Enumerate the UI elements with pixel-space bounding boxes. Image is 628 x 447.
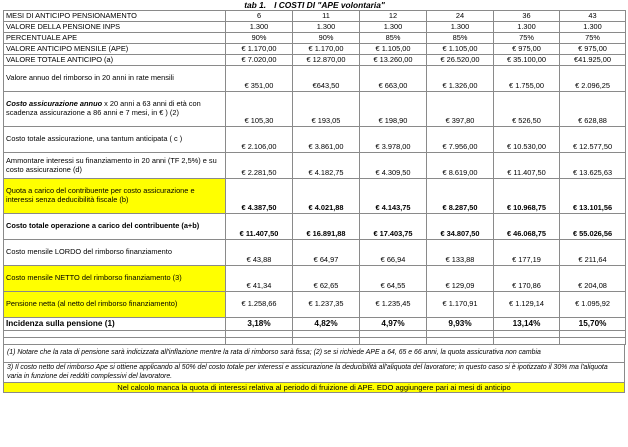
cell-value: 3,18% [226,318,293,331]
cell-value: € 8.287,50 [427,179,494,214]
table-row-total [4,318,626,331]
cell-value: € 7.956,00 [427,127,494,153]
table-title [4,0,626,11]
cell-value: € 198,90 [360,92,427,127]
table-number: tab 1. [244,0,267,10]
month-12: 12 [360,11,427,22]
cell-value: 85% [360,33,427,44]
cell-value: € 397,80 [427,92,494,127]
table-title-text: I COSTI DI "APE volontaria" [274,0,385,10]
cell-value: € 8.619,00 [427,153,494,179]
row-label: Incidenza sulla pensione (1) [4,318,226,331]
cell-value: € 1.105,00 [427,44,494,55]
cell-value: € 13.625,63 [560,153,626,179]
cell-value: € 1.105,00 [360,44,427,55]
blank-cell [360,331,427,338]
table-row [4,66,626,92]
table-row-highlighted [4,266,626,292]
cell-value: € 13.101,56 [560,179,626,214]
notes-section [3,345,625,382]
blank-cell [494,338,560,345]
row-label-rest: x 20 anni a 63 anni di età con scadenza assicurazione a 86 anni e 7 mesi, in € ) (2) [6,99,201,117]
cell-value: € 1.170,91 [427,292,494,318]
cell-value: € 1.326,00 [427,66,494,92]
cell-value: €643,50 [293,66,360,92]
row-label-bold: Costo assicurazione annuo [6,99,103,109]
table-row-highlighted [4,292,626,318]
cell-value: 4,97% [360,318,427,331]
month-24: 24 [427,11,494,22]
cell-value: 13,14% [494,318,560,331]
cell-value: € 66,94 [360,240,427,266]
cell-value: € 16.891,88 [293,214,360,240]
blank-row [4,338,626,345]
cell-value: € 663,00 [360,66,427,92]
cell-value: € 7.020,00 [226,55,293,66]
header-label: MESI DI ANTICIPO PENSIONAMENTO [4,11,226,22]
cell-value: € 975,00 [494,44,560,55]
row-label: Costo mensile LORDO del rimborso finanziamento [4,240,226,266]
month-43: 43 [560,11,626,22]
row-label [4,92,226,127]
cell-value: € 62,65 [293,266,360,292]
cell-value: € 4.387,50 [226,179,293,214]
cell-value: 85% [427,33,494,44]
row-label: Costo totale assicurazione, una tantum anticipata ( c ) [4,127,226,153]
blank-cell [4,338,226,345]
cell-value: € 11.407,50 [494,153,560,179]
blank-cell [560,338,626,345]
row-label: VALORE DELLA PENSIONE INPS [4,22,226,33]
ape-cost-table [3,0,626,345]
row-label: Valore annuo del rimborso in 20 anni in rate mensili [4,66,226,92]
table-row [4,127,626,153]
table-row [4,92,626,127]
blank-cell [293,331,360,338]
cell-value: € 526,50 [494,92,560,127]
cell-value: € 10.530,00 [494,127,560,153]
cell-value: € 4.182,75 [293,153,360,179]
table-row [4,55,626,66]
cell-value: € 2.281,50 [226,153,293,179]
cell-value: € 12.870,00 [293,55,360,66]
month-6: 6 [226,11,293,22]
cell-value: 90% [293,33,360,44]
cell-value: € 3.861,00 [293,127,360,153]
cell-value: € 1.755,00 [494,66,560,92]
cell-value: € 64,97 [293,240,360,266]
cell-value: € 3.978,00 [360,127,427,153]
row-label: Ammontare interessi su finanziamento in 20 anni (TF 2,5%) e su costo assicurazione (d) [4,153,226,179]
table-row [4,153,626,179]
cell-value: 90% [226,33,293,44]
month-11: 11 [293,11,360,22]
cell-value: € 34.807,50 [427,214,494,240]
blank-cell [293,338,360,345]
cell-value: 1.300 [427,22,494,33]
table-title-row [4,0,626,11]
cell-value: 75% [560,33,626,44]
cell-value: € 628,88 [560,92,626,127]
cell-value: € 177,19 [494,240,560,266]
table-row [4,33,626,44]
cell-value: € 1.170,00 [293,44,360,55]
blank-cell [4,331,226,338]
cell-value: € 55.026,56 [560,214,626,240]
blank-cell [360,338,427,345]
cell-value: € 2.106,00 [226,127,293,153]
cell-value: € 1.258,66 [226,292,293,318]
table-row [4,44,626,55]
row-label: VALORE ANTICIPO MENSILE (APE) [4,44,226,55]
table-row [4,22,626,33]
cell-value: € 1.237,35 [293,292,360,318]
cell-value: € 193,05 [293,92,360,127]
cell-value: € 133,88 [427,240,494,266]
cell-value: € 46.068,75 [494,214,560,240]
note-1: (1) Notare che la rata di pensione sarà indicizzata all'inflazione mentre la rata di rimborso sarà fissa; (2) se si richiede APE a 64, 65 e 66 anni, la quota assicurativa non cambia [4,345,624,363]
cell-value: € 2.096,25 [560,66,626,92]
month-36: 36 [494,11,560,22]
cell-value: € 4.021,88 [293,179,360,214]
cell-value: € 41,34 [226,266,293,292]
cell-value: € 351,00 [226,66,293,92]
footer-note: Nel calcolo manca la quota di interessi relativa al periodo di fruizione di APE. EDO aggiungere pari ai mesi di anticipo [3,382,625,393]
ape-cost-sheet [3,0,625,393]
header-row [4,11,626,22]
cell-value: 1.300 [293,22,360,33]
blank-cell [226,331,293,338]
row-label: Costo totale operazione a carico del contribuente (a+b) [4,214,226,240]
cell-value: € 105,30 [226,92,293,127]
table-row-highlighted [4,179,626,214]
cell-value: € 1.095,92 [560,292,626,318]
cell-value: € 170,86 [494,266,560,292]
blank-cell [427,338,494,345]
cell-value: € 13.260,00 [360,55,427,66]
blank-cell [226,338,293,345]
note-3: 3) Il costo netto del rimborso Ape si ottiene applicando al 50% del costo totale per interessi e assicurazione la deducibilità all'aliquota del lavoratore; in questo caso si è ipotizzato il 30% ma l'aliquota varia in funzione dei redditi complessivi del lavoratore. [7,364,608,380]
row-label: PERCENTUALE APE [4,33,226,44]
cell-value: € 4.143,75 [360,179,427,214]
blank-cell [560,331,626,338]
cell-value: 1.300 [494,22,560,33]
cell-value: € 975,00 [560,44,626,55]
table-row [4,240,626,266]
table-row [4,214,626,240]
blank-cell [427,331,494,338]
cell-value: € 12.577,50 [560,127,626,153]
cell-value: € 129,09 [427,266,494,292]
cell-value: € 1.170,00 [226,44,293,55]
cell-value: € 26.520,00 [427,55,494,66]
cell-value: 1.300 [560,22,626,33]
cell-value: € 1.129,14 [494,292,560,318]
cell-value: € 10.968,75 [494,179,560,214]
cell-value: € 211,64 [560,240,626,266]
cell-value: 4,82% [293,318,360,331]
cell-value: € 4.309,50 [360,153,427,179]
cell-value: 1.300 [226,22,293,33]
cell-value: € 204,08 [560,266,626,292]
cell-value: € 43,88 [226,240,293,266]
blank-cell [494,331,560,338]
cell-value: 9,93% [427,318,494,331]
cell-value: € 64,55 [360,266,427,292]
row-label: VALORE TOTALE ANTICIPO (a) [4,55,226,66]
cell-value: € 17.403,75 [360,214,427,240]
cell-value: € 35.100,00 [494,55,560,66]
cell-value: 15,70% [560,318,626,331]
blank-row [4,331,626,338]
cell-value: €41.925,00 [560,55,626,66]
cell-value: € 11.407,50 [226,214,293,240]
row-label: Costo mensile NETTO del rimborso finanziamento (3) [4,266,226,292]
row-label: Pensione netta (al netto del rimborso finanziamento) [4,292,226,318]
cell-value: 75% [494,33,560,44]
cell-value: € 1.235,45 [360,292,427,318]
row-label: Quota a carico del contribuente per costo assicurazione e interessi senza deducibilità fiscale (b) [4,179,226,214]
cell-value: 1.300 [360,22,427,33]
